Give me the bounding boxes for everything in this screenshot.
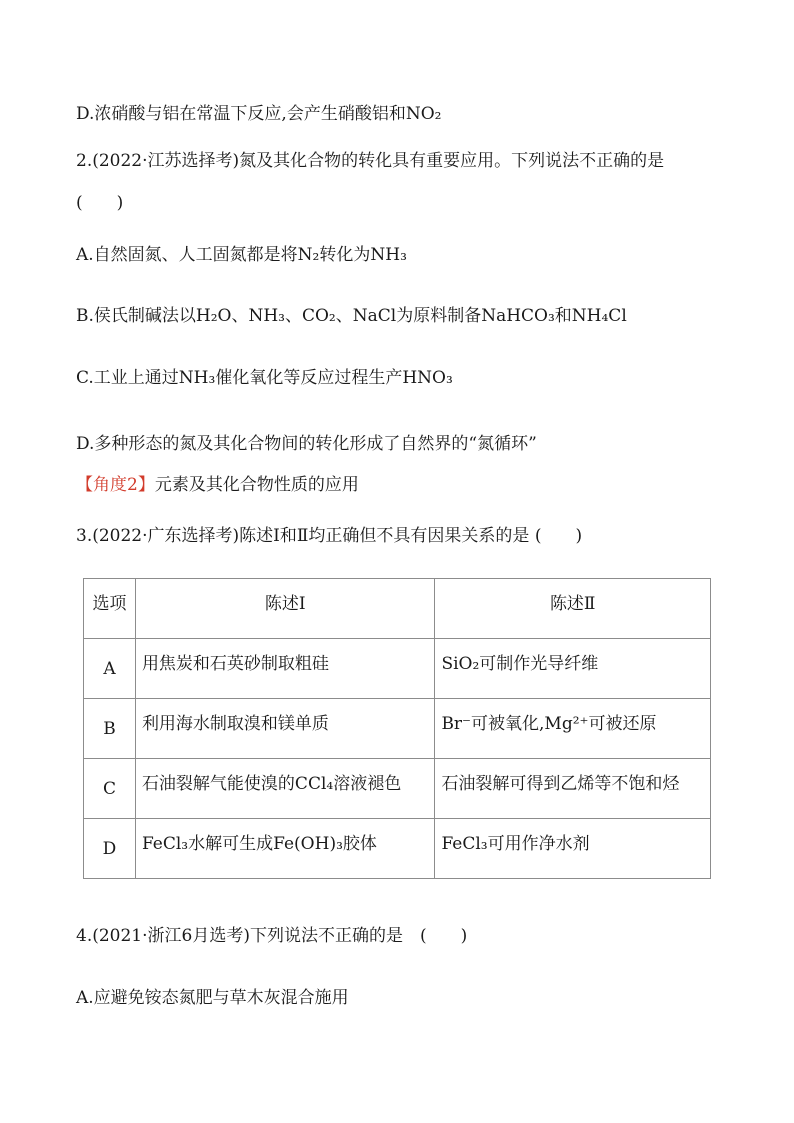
table-cell-statement-2: SiO₂可制作光导纤维 — [435, 639, 711, 699]
section-title-text: 元素及其化合物性质的应用 — [154, 475, 359, 495]
table-row — [84, 819, 711, 879]
q2-option-b: B.侯氏制碱法以H₂O、NH₃、CO₂、NaCl为原料制备NaHCO₃和NH₄Cl — [76, 306, 627, 326]
table-cell-statement-2: Br⁻可被氧化,Mg²⁺可被还原 — [435, 699, 711, 759]
q2-option-c: C.工业上通过NH₃催化氧化等反应过程生产HNO₃ — [76, 368, 453, 388]
q2-stem-line1: 2.(2022·江苏选择考)氮及其化合物的转化具有重要应用。下列说法不正确的是 — [76, 151, 665, 171]
section-heading — [76, 474, 359, 496]
table-cell-option: A — [84, 639, 136, 699]
q1-option-d: D.浓硝酸与铝在常温下反应,会产生硝酸铝和NO₂ — [76, 104, 442, 124]
table-row — [84, 759, 711, 819]
q3-table — [83, 578, 711, 879]
table-cell-statement-2: FeCl₃可用作净水剂 — [435, 819, 711, 879]
table-cell-option: D — [84, 819, 136, 879]
q3-stem: 3.(2022·广东选择考)陈述Ⅰ和Ⅱ均正确但不具有因果关系的是 ( ) — [76, 526, 583, 546]
q4-stem: 4.(2021·浙江6月选考)下列说法不正确的是 ( ) — [76, 926, 468, 946]
table-cell-option: C — [84, 759, 136, 819]
table-row — [84, 639, 711, 699]
table-header-statement-2: 陈述Ⅱ — [435, 579, 711, 639]
table-cell-statement-1: FeCl₃水解可生成Fe(OH)₃胶体 — [135, 819, 435, 879]
q2-option-a: A.自然固氮、人工固氮都是将N₂转化为NH₃ — [76, 245, 407, 265]
table-row — [84, 699, 711, 759]
q2-stem-line2: ( ) — [76, 193, 124, 213]
q4-option-a: A.应避免铵态氮肥与草木灰混合施用 — [76, 988, 349, 1008]
table-cell-statement-1: 用焦炭和石英砂制取粗硅 — [135, 639, 435, 699]
table-cell-statement-1: 石油裂解气能使溴的CCl₄溶液褪色 — [135, 759, 435, 819]
table-cell-statement-1: 利用海水制取溴和镁单质 — [135, 699, 435, 759]
table-header-row — [84, 579, 711, 639]
table-cell-option: B — [84, 699, 136, 759]
table-cell-statement-2: 石油裂解可得到乙烯等不饱和烃 — [435, 759, 711, 819]
q2-option-d: D.多种形态的氮及其化合物间的转化形成了自然界的“氮循环” — [76, 434, 537, 454]
table-header-statement-1: 陈述Ⅰ — [135, 579, 435, 639]
table-header-option: 选项 — [84, 579, 136, 639]
section-bracket-label: 【角度2】 — [76, 475, 155, 495]
